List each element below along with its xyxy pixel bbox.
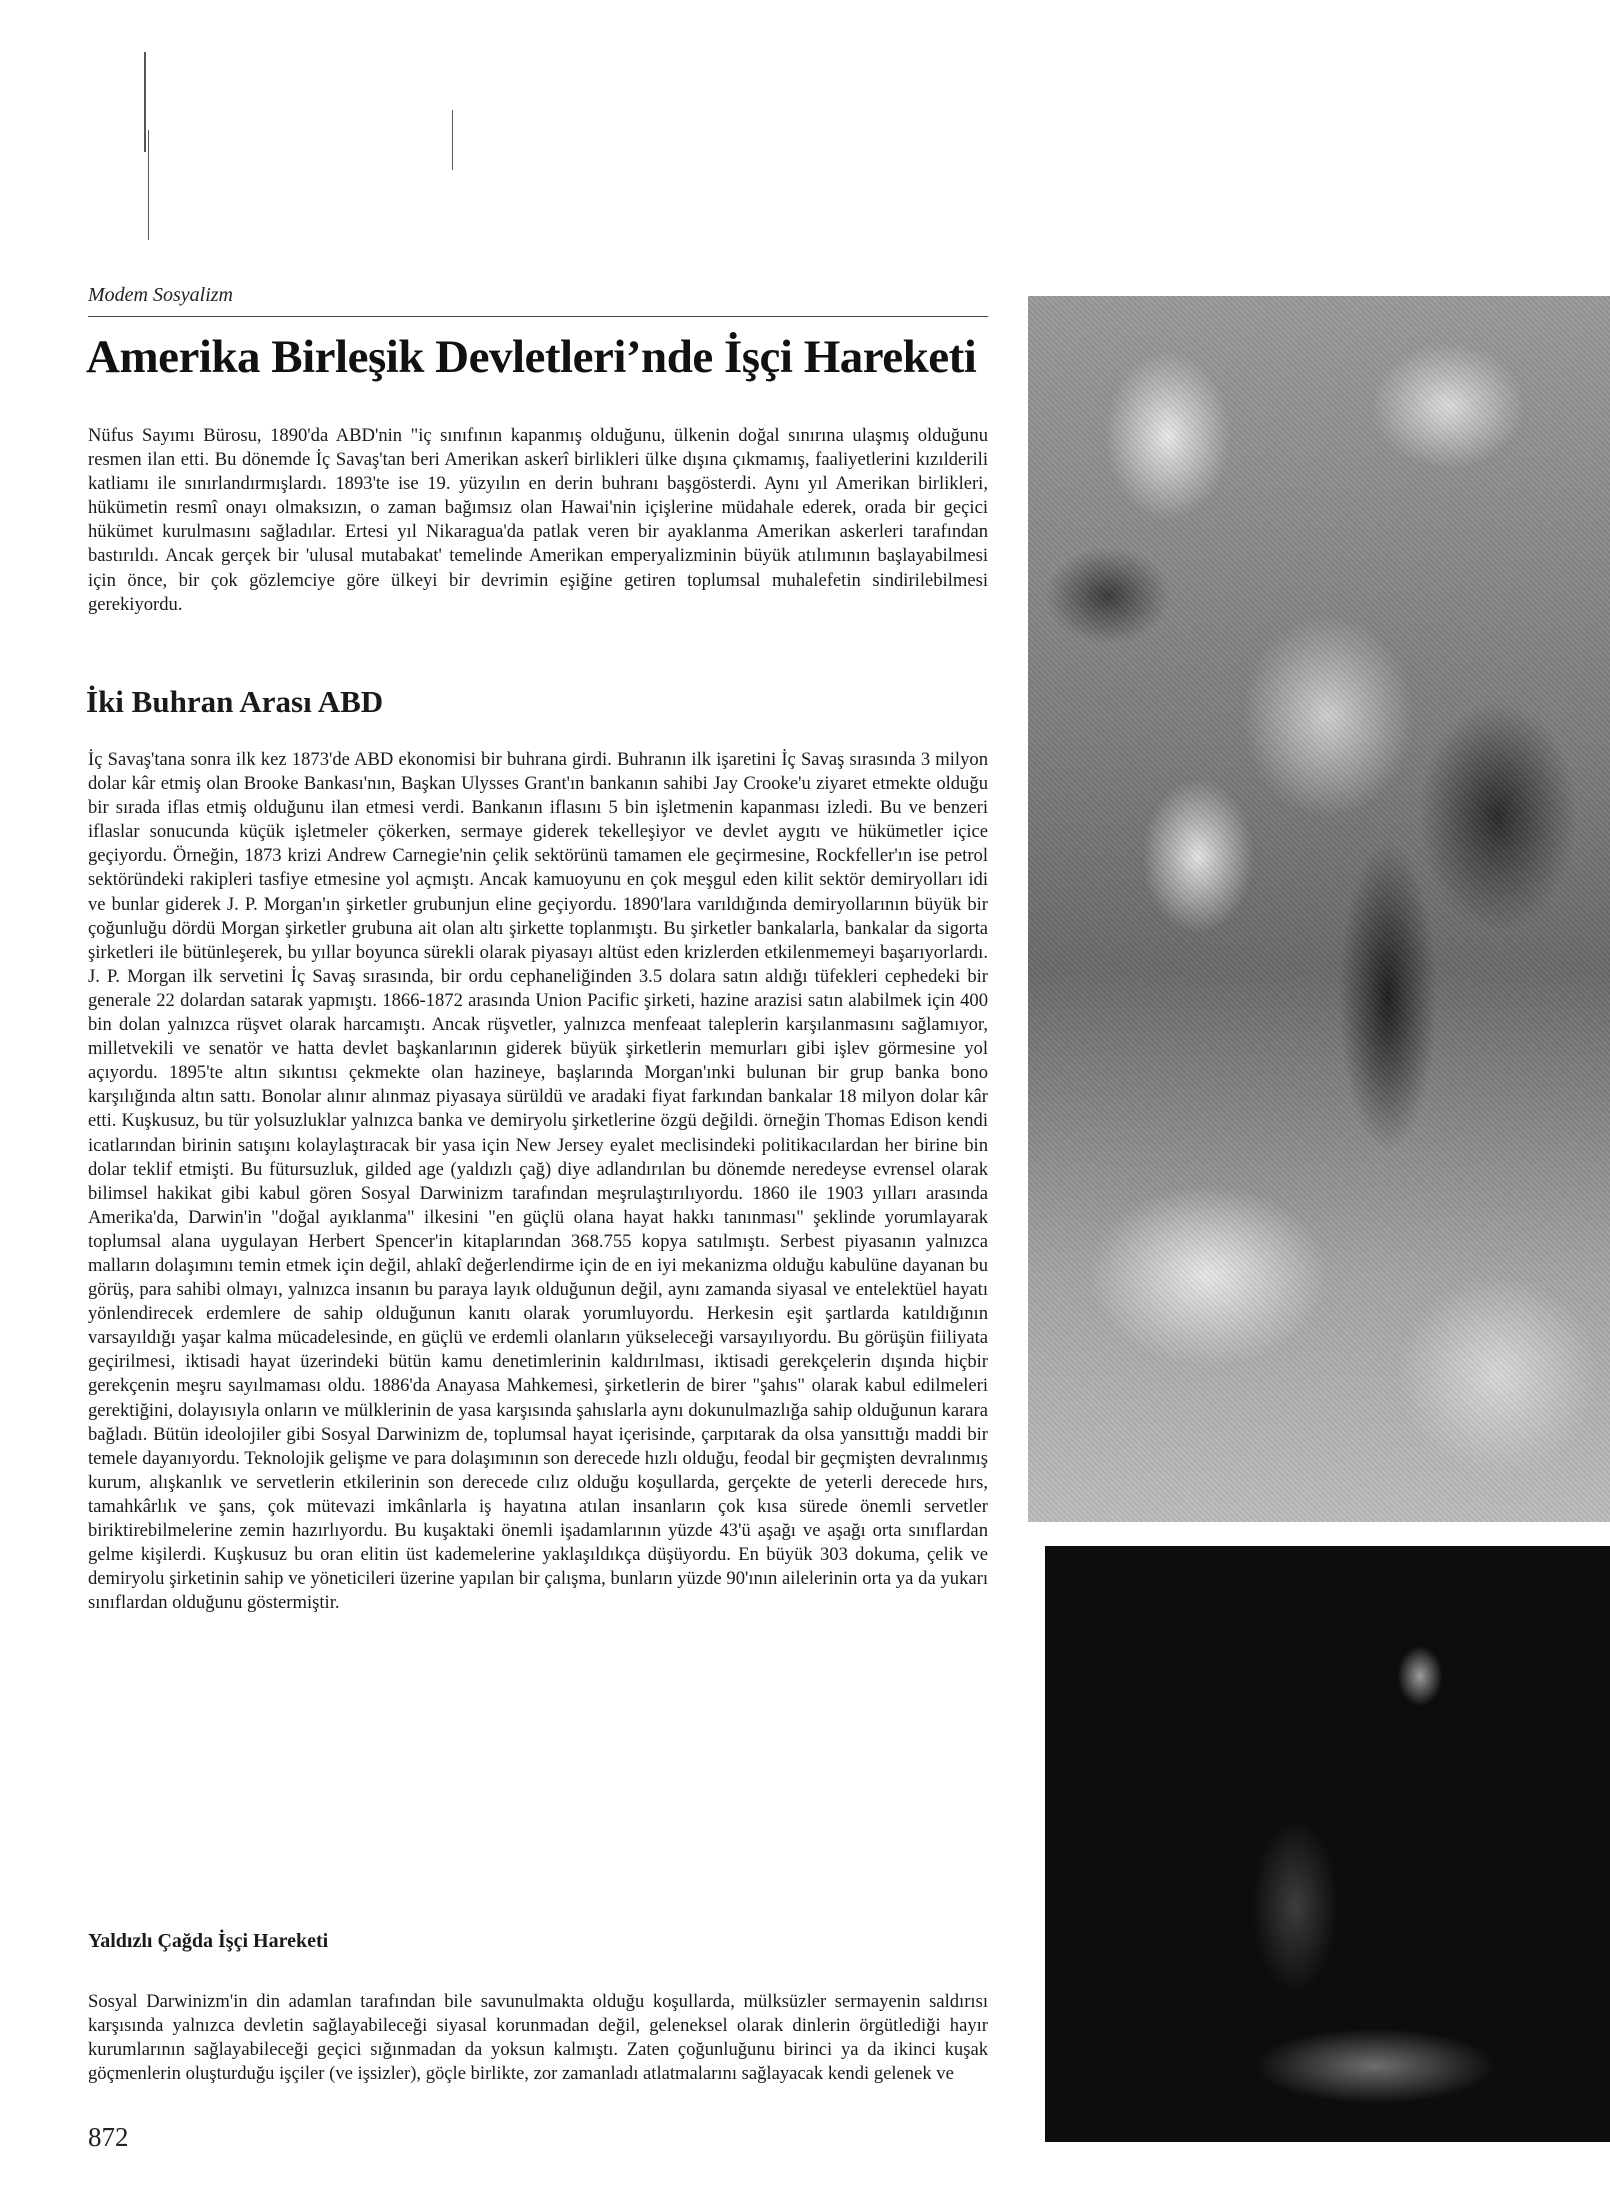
dark-photograph (1045, 1546, 1610, 2142)
crowd-photograph (1028, 296, 1610, 1522)
running-head: Modem Sosyalizm (88, 284, 233, 306)
closing-paragraph: Sosyal Darwinizm'in din adamlan tarafından bile savunulmakta olduğu koşullarda, mülksüzler sermayenin saldırısı karşısında yalnızca devletin sağlayabileceği siyasal korunmadan değil, geleneksel olarak dinlerin örgütlediği hayır kurumlarının sağlayabileceği geçici sığınmadan da yoksun kalmıştı. Zaten çoğunluğunu birinci ya da ikinci kuşak göçmenlerin oluşturduğu işçiler (ve işsizler), göçle birlikte, zor zamanladı atlatmalarını sağlayacak kendi gelenek ve (88, 1991, 988, 2085)
subsection-heading: Yaldızlı Çağda İşçi Hareketi (88, 1930, 329, 1952)
intro-paragraph: Nüfus Sayımı Bürosu, 1890'da ABD'nin "iç sınıfının kapanmış olduğunu, ülkenin doğal sınırına ulaşmış olduğunu resmen ilan etti. Bu dönemde İç Savaş'tan beri Amerikan askerî birlikleri ülke dışına çıkmamış, faaliyetlerini kızılderili katliamı ile sınırlandırmışlardı. 1893'te ise 19. yüzyılın en derin buhranı başgösterdi. Aynı yıl Amerikan birlikleri, hükümetin resmî onayı olmaksızın, o zaman bağımsız olan Hawai'nin içişlerine müdahale ederek, orada bir geçici hükümet kurulmasını sağladılar. Ertesi yıl Nikaragua'da patlak veren bir ayaklanma Amerikan askerleri tarafından bastırıldı. Ancak gerçek bir 'ulusal mutabakat' temelinde Amerikan emperyalizminin büyük atılımının başlayabilmesi için önce, bir çok gözlemciye göre ülkeyi bir devrimin eşiğine getiren toplumsal muhalefetin sindirilebilmesi gerekiyordu. (88, 425, 988, 615)
section-heading: İki Buhran Arası ABD (86, 684, 384, 719)
scan-artifact-line (144, 52, 146, 152)
header-rule (88, 316, 988, 317)
scan-artifact-line (452, 110, 453, 170)
scan-artifact-line (148, 130, 149, 240)
page-number: 872 (88, 2122, 129, 2152)
body-paragraph: İç Savaş'tana sonra ilk kez 1873'de ABD ekonomisi bir buhrana girdi. Buhranın ilk işaretini İç Savaş sırasında 3 milyon dolar kâr etmiş olan Brooke Bankası'nın, Başkan Ulysses Grant'ın bankanın sahibi Jay Crooke'u ziyaret etmekte olduğu bir sırada iflas etmiş olduğunu ilan etmesi verdi. Bankanın iflasını 5 bin işletmenin kapanması izledi. Bu ve benzeri iflaslar sonucunda küçük işletmeler çökerken, sermaye giderek tekelleşiyor ve devlet aygıtı ve hükümetler içice geçiyordu. Örneğin, 1873 krizi Andrew Carnegie'nin çelik sektörünü tamamen ele geçirmesine, Rockfeller'ın ise petrol sektöründeki rakipleri tasfiye etmesine yol açmıştı. Ancak kamuoyunu en çok meşgul eden kilit sektör demiryolları idi ve bunlar giderek J. P. Morgan'ın şirketler grubunjun eline geçiyordu. 1890'lara varıldığında demiryollarının büyük bir çoğunluğu dördü Morgan şirketler grubuna ait olan altı şirkette toplanmıştı. Bu şirketler bankalarla, bankalar da sigorta şirketleri ile bütünleşerek, bu yıllar boyunca sürekli olarak piyasayı altüst eden krizlerden etkilenmemeyi başarıyorlardı. J. P. Morgan ilk servetini İç Savaş sırasında, bir ordu cephaneliğinden 3.5 dolara satın aldığı tüfekleri cephedeki bir generale 22 dolardan satarak yapmıştı. 1866-1872 arasında Union Pacific şirketi, hazine arazisi satın alabilmek için 400 bin dolan yalnızca rüşvet olarak harcamıştı. Ancak rüşvetler, yalnızca menfeaat taleplerin karşılanmasını sağlamıyor, milletvekili ve senatör ve hatta devlet başkanlarının giderek büyük şirketlerin memurları gibi işlev görmesine yol açıyordu. 1895'te altın sıkıntısı çekmekte olan hazineye, başlarında Morgan'ınki bulunan bir grup banka bono karşılığında altın sattı. Bonolar alınır alınmaz piyasaya sürüldü ve aradaki fiyat farkından bankalar 18 milyon dolar kâr etti. Kuşkusuz, bu tür yolsuzluklar yalnızca banka ve demiryolu şirketlerine özgü değildi. örneğin Thomas Edison kendi icatlarından birinin satışını kolaylaştıracak bir yasa için New Jersey eyalet meclisindeki politikacılardan her birine bin dolar teklif etmişti. Bu fütursuzluk, gilded age (yaldızlı çağ) diye adlandırılan bu dönemde neredeyse evrensel olarak bilimsel hakikat gibi kabul gören Sosyal Darwinizm tarafından meşrulaştırılıyordu. 1860 ile 1903 yılları arasında Amerika'da, Darwin'in "doğal ayıklanma" ilkesini "en güçlü olana hayat hakkı tanınması" şeklinde yorumlayarak toplumsal alana uygulayan Herbert Spencer'in kitaplarından 368.755 kopya satılmıştı. Serbest piyasanın yalnızca malların dolaşımını temin etmek için değil, ahlakî değerlendirme için de en iyi mekanizma olduğu kabulüne dayanan bu görüş, para sahibi olmayı, yalnızca insanın bu paraya layık olduğunun değil, aynı zamanda siyasal ve entelektüel hayatı yönlendirecek erdemlere de sahip olduğunun kanıtı olarak yorumluyordu. Herkesin eşit şartlarda katıldığının varsayıldığı yaşar kalma mücadelesinde, en güçlü ve erdemli olanların yükseleceği varsayılıyordu. Bu görüşün fiiliyata geçirilmesi, iktisadi hayat üzerindeki bütün kamu denetimlerinin kaldırılması, iktisadi gerekçelerin dışında hiçbir gerekçenin meşru sayılmaması oldu. 1886'da Anayasa Mahkemesi, şirketlerin de birer "şahıs" olarak kabul edilmeleri gerektiğini, dolayısıyla onların ve mülklerinin de yasa karşısında şahıslarla aynı dokunulmazlığa sahip olduğunun karara bağladı. Bütün ideolojiler gibi Sosyal Darwinizm de, toplumsal hayat içerisinde, çarpıtarak da olsa yansıttığı maddi bir temele dayanıyordu. Teknolojik gelişme ve para dolaşımının son derecede hızlı olduğu, feodal bir geçmişten devralınmış kurum, alışkanlık ve servetlerin etkilerinin son derecede cılız olduğu koşullarda, gerçekte de yeterli derecede hırs, tamahkârlık ve şans, çok mütevazi imkânlarla iş hayatına atılan insanların çok kısa sürede önemli servetler biriktirebilmelerine zemin hazırlıyordu. Bu kuşaktaki önemli işadamlarının yüzde 43'ü aşağı ve aşağı orta sınıflardan gelme kişilerdi. Kuşkusuz bu oran elitin üst kademelerine yaklaşıldıkça düşüyordu. En büyük 303 dokuma, çelik ve demiryolu şirketinin sahip ve yöneticileri üzerine yapılan bir çalışma, bunların yüzde 90'ının ailelerinin orta ya da yukarı sınıflardan olduğunu göstermiştir. (88, 749, 988, 1614)
article-title: Amerika Birleşik Devletleri’nde İşçi Hareketi (86, 331, 977, 383)
